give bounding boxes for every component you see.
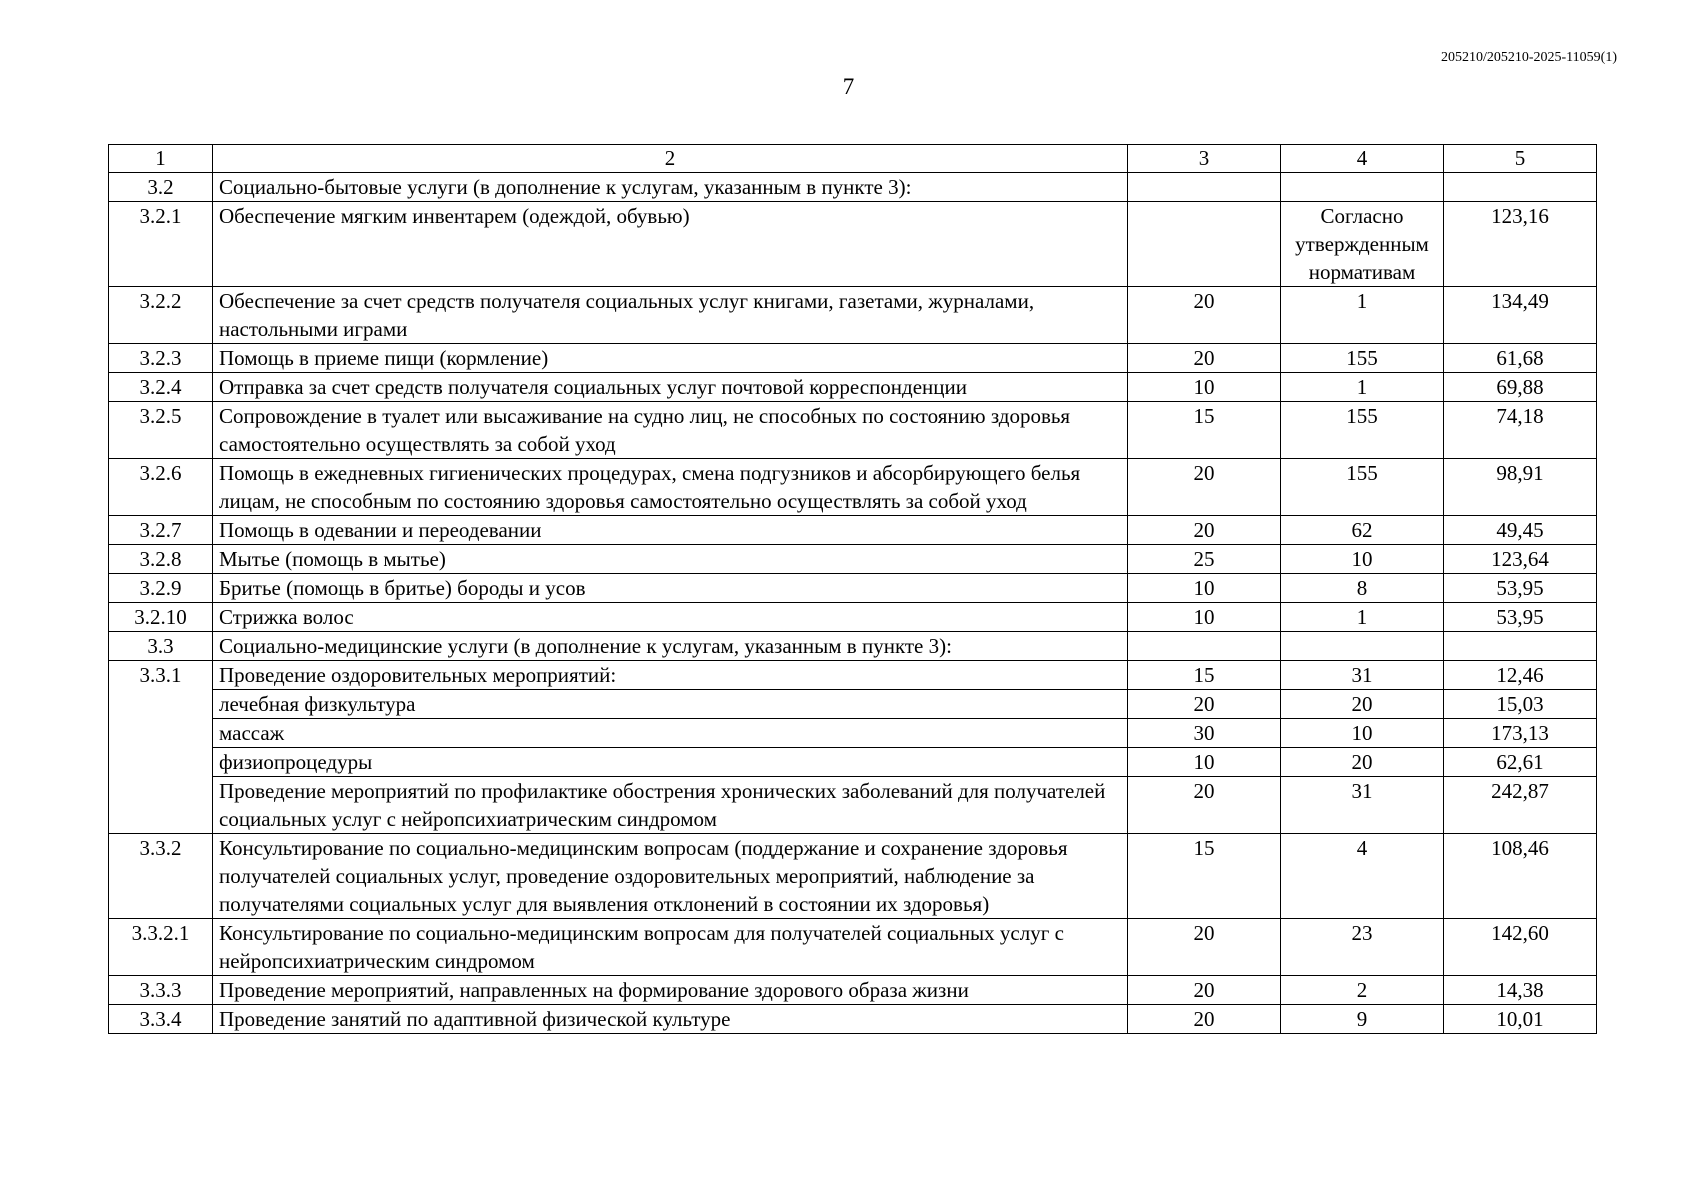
- cell-col3: 10: [1128, 574, 1281, 603]
- cell-col3: [1128, 202, 1281, 287]
- cell-col3: 15: [1128, 834, 1281, 919]
- table-row: [109, 402, 1597, 459]
- row-number: 3.3.4: [109, 1005, 213, 1034]
- column-header: 4: [1281, 145, 1444, 173]
- cell-col4: 2: [1281, 976, 1444, 1005]
- cell-col3: 30: [1128, 719, 1281, 748]
- cell-col3: 25: [1128, 545, 1281, 574]
- service-name: Социально-бытовые услуги (в дополнение к услугам, указанным в пункте 3):: [213, 173, 1128, 202]
- service-name: Проведение занятий по адаптивной физической культуре: [213, 1005, 1128, 1034]
- row-number: 3.2.3: [109, 344, 213, 373]
- service-name: Обеспечение за счет средств получателя социальных услуг книгами, газетами, журналами, настольными играми: [213, 287, 1128, 344]
- table-row: [109, 719, 1597, 748]
- row-number: 3.2: [109, 173, 213, 202]
- table-row: [109, 690, 1597, 719]
- services-table: [108, 144, 1597, 1034]
- cell-col3: 20: [1128, 919, 1281, 976]
- cell-col3: 10: [1128, 748, 1281, 777]
- row-number: 3.2.7: [109, 516, 213, 545]
- cell-col4: [1281, 632, 1444, 661]
- service-name: физиопроцедуры: [213, 748, 1128, 777]
- row-number: 3.2.6: [109, 459, 213, 516]
- cell-col3: 20: [1128, 1005, 1281, 1034]
- table-row: [109, 516, 1597, 545]
- table-row: [109, 344, 1597, 373]
- service-name: Проведение мероприятий по профилактике обострения хронических заболеваний для получателей социальных услуг с нейропсихиатрическим синдромом: [213, 777, 1128, 834]
- cell-col4: 23: [1281, 919, 1444, 976]
- service-name: Сопровождение в туалет или высаживание на судно лиц, не способных по состоянию здоровья самостоятельно осуществлять за собой уход: [213, 402, 1128, 459]
- cell-col4: 10: [1281, 719, 1444, 748]
- table-row: [109, 173, 1597, 202]
- cell-col3: 20: [1128, 976, 1281, 1005]
- cell-col4: 20: [1281, 748, 1444, 777]
- cell-col5: 142,60: [1444, 919, 1597, 976]
- row-number: 3.2.5: [109, 402, 213, 459]
- cell-col5: 123,64: [1444, 545, 1597, 574]
- cell-col3: 10: [1128, 603, 1281, 632]
- cell-col4: 1: [1281, 287, 1444, 344]
- cell-col3: [1128, 173, 1281, 202]
- row-number: 3.3.2: [109, 834, 213, 919]
- cell-col4: 4: [1281, 834, 1444, 919]
- cell-col3: 20: [1128, 516, 1281, 545]
- table-row: [109, 661, 1597, 690]
- table-row: [109, 603, 1597, 632]
- cell-col5: 173,13: [1444, 719, 1597, 748]
- table-header-row: [109, 145, 1597, 173]
- cell-col4: 20: [1281, 690, 1444, 719]
- cell-col5: 53,95: [1444, 603, 1597, 632]
- cell-col4: 155: [1281, 344, 1444, 373]
- service-name: Социально-медицинские услуги (в дополнение к услугам, указанным в пункте 3):: [213, 632, 1128, 661]
- cell-col4: 8: [1281, 574, 1444, 603]
- row-number: 3.3.3: [109, 976, 213, 1005]
- cell-col5: 61,68: [1444, 344, 1597, 373]
- cell-col4: 31: [1281, 777, 1444, 834]
- cell-col3: 15: [1128, 661, 1281, 690]
- row-number: 3.2.8: [109, 545, 213, 574]
- cell-col5: 134,49: [1444, 287, 1597, 344]
- cell-col5: 12,46: [1444, 661, 1597, 690]
- row-number: 3.2.1: [109, 202, 213, 287]
- table-row: [109, 545, 1597, 574]
- service-name: массаж: [213, 719, 1128, 748]
- cell-col4: 1: [1281, 373, 1444, 402]
- service-name: Помощь в приеме пищи (кормление): [213, 344, 1128, 373]
- cell-col3: 15: [1128, 402, 1281, 459]
- cell-col5: 62,61: [1444, 748, 1597, 777]
- cell-col5: [1444, 173, 1597, 202]
- table-row: [109, 373, 1597, 402]
- cell-col4: 9: [1281, 1005, 1444, 1034]
- table-row: [109, 919, 1597, 976]
- column-header: 1: [109, 145, 213, 173]
- service-name: Помощь в одевании и переодевании: [213, 516, 1128, 545]
- column-header: 2: [213, 145, 1128, 173]
- cell-col4: 31: [1281, 661, 1444, 690]
- cell-col3: 20: [1128, 777, 1281, 834]
- cell-col4: 62: [1281, 516, 1444, 545]
- table-row: [109, 459, 1597, 516]
- table-row: [109, 202, 1597, 287]
- table-row: [109, 976, 1597, 1005]
- service-name: Консультирование по социально-медицинским вопросам для получателей социальных услуг с нейропсихиатрическим синдромом: [213, 919, 1128, 976]
- row-number: 3.2.2: [109, 287, 213, 344]
- row-number: 3.2.10: [109, 603, 213, 632]
- cell-col4: [1281, 173, 1444, 202]
- cell-col5: 49,45: [1444, 516, 1597, 545]
- row-number: 3.2.9: [109, 574, 213, 603]
- table-row: [109, 1005, 1597, 1034]
- service-name: Бритье (помощь в бритье) бороды и усов: [213, 574, 1128, 603]
- page-number: 7: [842, 74, 855, 99]
- cell-col4: Согласно утвержденным нормативам: [1281, 202, 1444, 287]
- service-name: Проведение оздоровительных мероприятий:: [213, 661, 1128, 690]
- service-name: Консультирование по социально-медицинским вопросам (поддержание и сохранение здоровья получателей социальных услуг, проведение оздоровительных мероприятий, наблюдение за получателями социальных услуг для выявления отклонений в состоянии их здоровья): [213, 834, 1128, 919]
- service-name: лечебная физкультура: [213, 690, 1128, 719]
- cell-col3: 10: [1128, 373, 1281, 402]
- cell-col5: 123,16: [1444, 202, 1597, 287]
- column-header: 5: [1444, 145, 1597, 173]
- cell-col5: 15,03: [1444, 690, 1597, 719]
- service-name: Обеспечение мягким инвентарем (одеждой, обувью): [213, 202, 1128, 287]
- service-name: Стрижка волос: [213, 603, 1128, 632]
- cell-col4: 10: [1281, 545, 1444, 574]
- cell-col3: 20: [1128, 287, 1281, 344]
- service-name: Проведение мероприятий, направленных на формирование здорового образа жизни: [213, 976, 1128, 1005]
- table-row: [109, 632, 1597, 661]
- row-number: 3.3.1: [109, 661, 213, 834]
- table-row: [109, 834, 1597, 919]
- row-number: 3.3.2.1: [109, 919, 213, 976]
- table-row: [109, 748, 1597, 777]
- cell-col5: 14,38: [1444, 976, 1597, 1005]
- service-name: Отправка за счет средств получателя социальных услуг почтовой корреспонденции: [213, 373, 1128, 402]
- cell-col3: 20: [1128, 459, 1281, 516]
- document-id: 205210/205210-2025-11059(1): [1440, 50, 1617, 65]
- cell-col4: 155: [1281, 459, 1444, 516]
- cell-col3: 20: [1128, 690, 1281, 719]
- cell-col5: 108,46: [1444, 834, 1597, 919]
- column-header: 3: [1128, 145, 1281, 173]
- row-number: 3.3: [109, 632, 213, 661]
- cell-col5: 98,91: [1444, 459, 1597, 516]
- cell-col5: 53,95: [1444, 574, 1597, 603]
- row-number: 3.2.4: [109, 373, 213, 402]
- cell-col3: [1128, 632, 1281, 661]
- service-name: Помощь в ежедневных гигиенических процедурах, смена подгузников и абсорбирующего белья лицам, не способным по состоянию здоровья самостоятельно осуществлять за собой уход: [213, 459, 1128, 516]
- cell-col4: 1: [1281, 603, 1444, 632]
- cell-col4: 155: [1281, 402, 1444, 459]
- table-row: [109, 287, 1597, 344]
- cell-col5: 10,01: [1444, 1005, 1597, 1034]
- cell-col5: 69,88: [1444, 373, 1597, 402]
- service-name: Мытье (помощь в мытье): [213, 545, 1128, 574]
- table-row: [109, 777, 1597, 834]
- cell-col3: 20: [1128, 344, 1281, 373]
- cell-col5: 242,87: [1444, 777, 1597, 834]
- cell-col5: [1444, 632, 1597, 661]
- cell-col5: 74,18: [1444, 402, 1597, 459]
- table-row: [109, 574, 1597, 603]
